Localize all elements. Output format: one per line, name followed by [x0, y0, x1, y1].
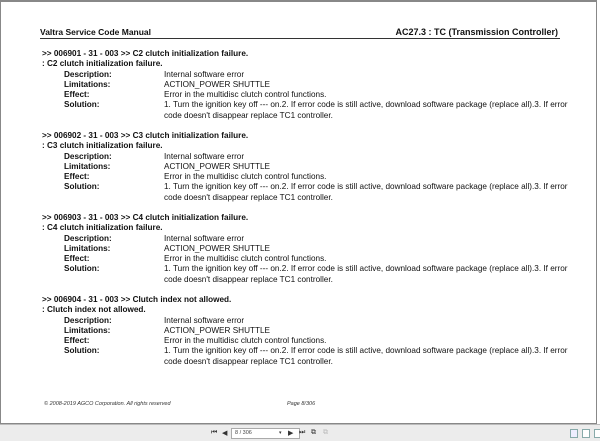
limitations-label: Limitations:: [64, 79, 111, 89]
continuous-view-icon[interactable]: [582, 429, 590, 438]
description-value: Internal software error: [164, 315, 245, 325]
description-row: [42, 70, 572, 80]
solution-value: 1. Turn the ignition key off --- on.2. If error code is still active, download software package (replace all).3. If error code doesn't disappear replace TC1 controller.: [164, 182, 568, 202]
description-label: Description:: [64, 69, 112, 79]
description-label: Description:: [64, 315, 112, 325]
description-value: Internal software error: [164, 69, 245, 79]
next-page-button[interactable]: ▶: [288, 430, 294, 437]
solution-value: 1. Turn the ignition key off --- on.2. If error code is still active, download software package (replace all).3. If error code doesn't disappear replace TC1 controller.: [164, 100, 568, 120]
copyright: © 2008-2019 AGCO Corporation. All rights reserved: [44, 401, 171, 407]
error-subtitle: : C2 clutch initialization failure.: [42, 59, 163, 69]
limitations-value: ACTION_POWER SHUTTLE: [164, 79, 270, 89]
solution-row: [42, 264, 572, 285]
error-code-heading: >> 006901 - 31 - 003 >> C2 clutch initialization failure.: [42, 49, 249, 58]
limitations-row: [42, 162, 572, 172]
limitations-value: ACTION_POWER SHUTTLE: [164, 325, 270, 335]
limitations-label: Limitations:: [64, 243, 111, 253]
solution-label: Solution:: [64, 346, 100, 356]
effect-value: Error in the multidisc clutch control functions.: [164, 90, 327, 100]
last-page-button[interactable]: ⏭: [299, 429, 306, 436]
solution-value: 1. Turn the ignition key off --- on.2. If error code is still active, download software package (replace all).3. If error code doesn't disappear replace TC1 controller.: [164, 346, 568, 366]
solution-row: [42, 346, 572, 367]
description-row: [42, 234, 572, 244]
error-entry: [42, 295, 572, 377]
solution-label: Solution:: [64, 264, 100, 274]
effect-value: Error in the multidisc clutch control functions.: [164, 172, 327, 182]
solution-row: [42, 182, 572, 203]
effect-row: [42, 172, 572, 182]
effect-label: Effect:: [64, 336, 90, 346]
page-number-input[interactable]: 8 / 306: [231, 428, 300, 439]
effect-row: [42, 90, 572, 100]
section-title: AC27.3 : TC (Transmission Controller): [395, 27, 558, 37]
error-code-list: [42, 49, 572, 377]
effect-row: [42, 254, 572, 264]
description-row: [42, 316, 572, 326]
page-number: Page 8/306: [287, 401, 316, 407]
solution-label: Solution:: [64, 182, 100, 192]
effect-label: Effect:: [64, 254, 90, 264]
limitations-row: [42, 326, 572, 336]
effect-label: Effect:: [64, 90, 90, 100]
error-entry: [42, 131, 572, 213]
description-value: Internal software error: [164, 151, 245, 161]
page-header: [40, 27, 560, 39]
description-label: Description:: [64, 233, 112, 243]
prev-page-button[interactable]: ◀: [222, 430, 228, 437]
solution-row: [42, 100, 572, 121]
limitations-value: ACTION_POWER SHUTTLE: [164, 161, 270, 171]
effect-row: [42, 336, 572, 346]
error-code-heading: >> 006902 - 31 - 003 >> C3 clutch initialization failure.: [42, 131, 249, 140]
error-subtitle: : Clutch index not allowed.: [42, 305, 146, 315]
solution-value: 1. Turn the ignition key off --- on.2. If error code is still active, download software package (replace all).3. If error code doesn't disappear replace TC1 controller.: [164, 264, 568, 284]
error-entry: [42, 49, 572, 131]
error-subtitle: : C3 clutch initialization failure.: [42, 141, 163, 151]
description-label: Description:: [64, 151, 112, 161]
two-page-view-icon[interactable]: [594, 429, 600, 438]
limitations-value: ACTION_POWER SHUTTLE: [164, 243, 270, 253]
effect-value: Error in the multidisc clutch control functions.: [164, 254, 327, 264]
single-page-view-icon[interactable]: [570, 429, 578, 438]
description-value: Internal software error: [164, 233, 245, 243]
first-page-button[interactable]: ⏮: [211, 429, 218, 436]
limitations-label: Limitations:: [64, 161, 111, 171]
solution-label: Solution:: [64, 100, 100, 110]
paste-icon[interactable]: ⧉: [323, 429, 328, 436]
error-code-heading: >> 006904 - 31 - 003 >> Clutch index not allowed.: [42, 295, 232, 304]
limitations-row: [42, 80, 572, 90]
error-subtitle: : C4 clutch initialization failure.: [42, 223, 163, 233]
effect-label: Effect:: [64, 172, 90, 182]
copy-icon[interactable]: ⧉: [311, 429, 316, 436]
manual-title: Valtra Service Code Manual: [40, 27, 152, 37]
limitations-label: Limitations:: [64, 325, 111, 335]
error-entry: [42, 213, 572, 295]
viewer-toolbar: [0, 424, 600, 441]
limitations-row: [42, 244, 572, 254]
page-dropdown-icon[interactable]: ▾: [279, 430, 282, 436]
effect-value: Error in the multidisc clutch control functions.: [164, 336, 327, 346]
description-row: [42, 152, 572, 162]
error-code-heading: >> 006903 - 31 - 003 >> C4 clutch initialization failure.: [42, 213, 249, 222]
